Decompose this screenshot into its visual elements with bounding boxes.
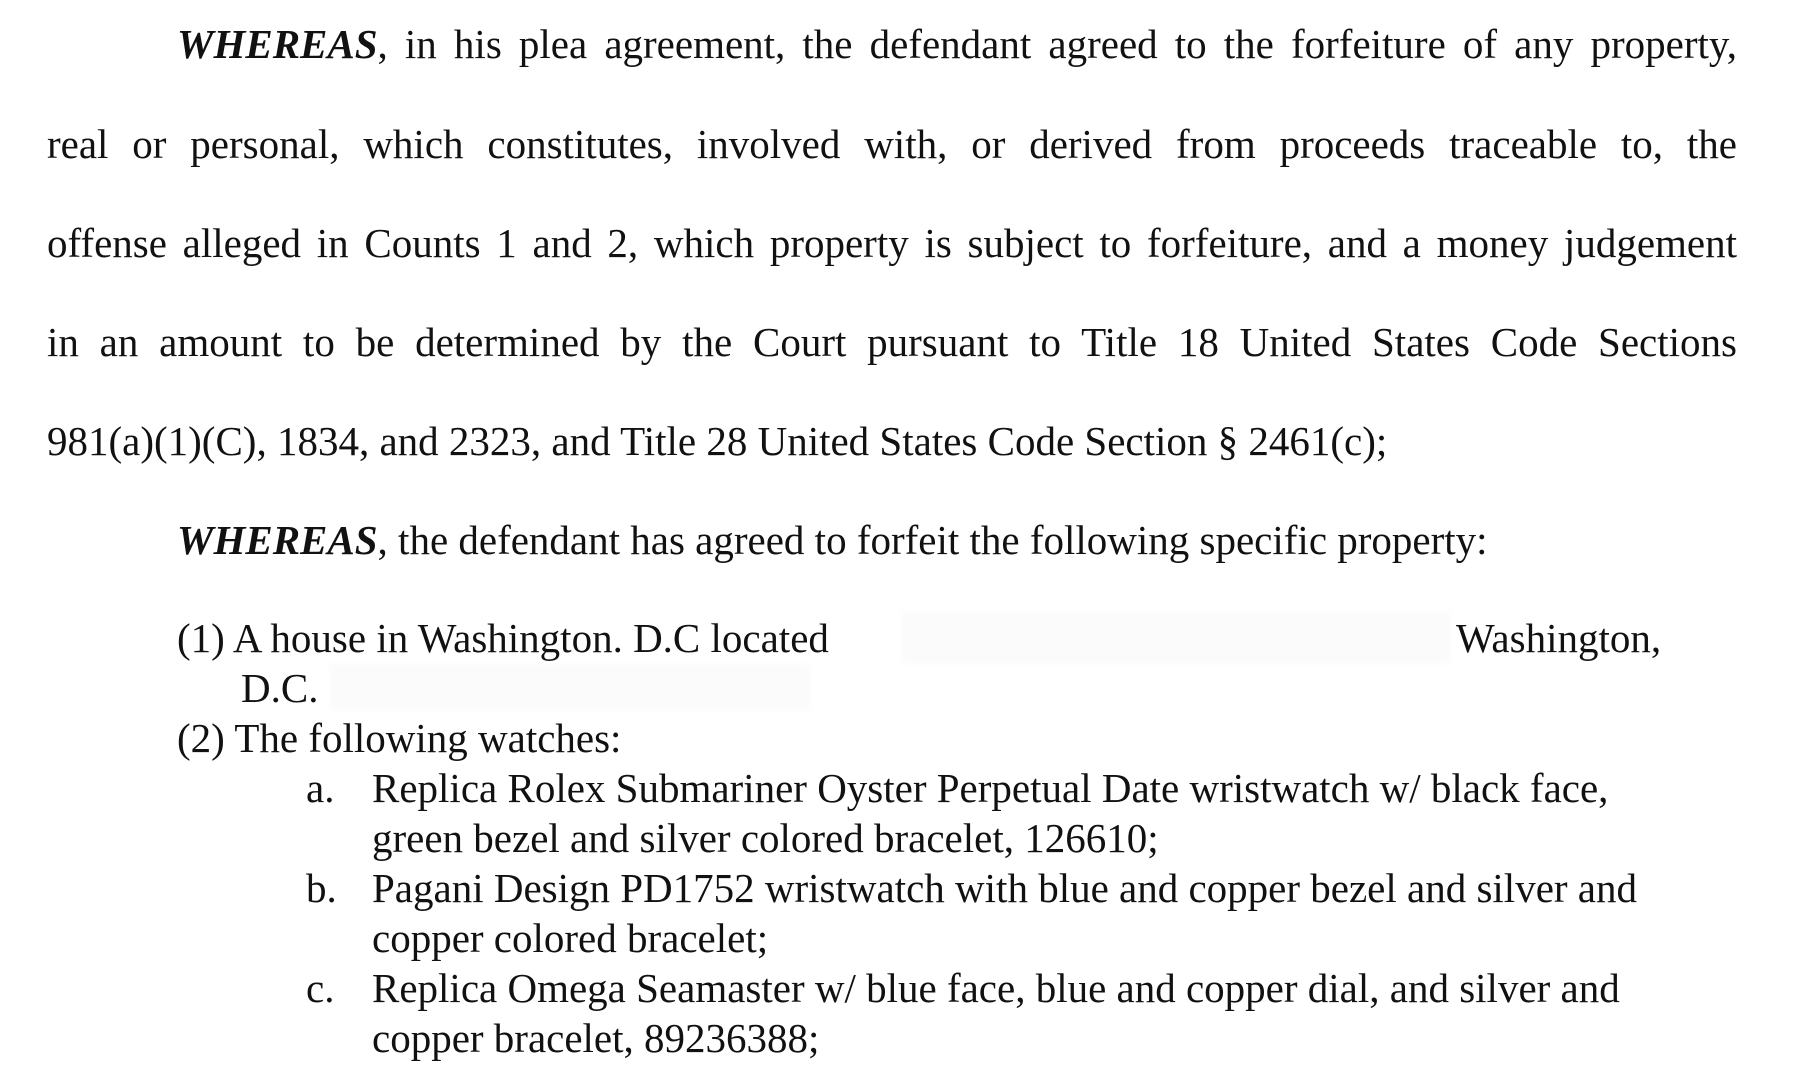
whereas-heading: WHEREAS (177, 517, 378, 563)
paragraph1-line2: real or personal, which constitutes, involved with, or derived from proceeds traceable to, the (47, 121, 1737, 167)
item2-text: The following watches: (234, 715, 622, 761)
redaction-block (902, 612, 1450, 664)
watch-a-line2: green bezel and silver colored bracelet, 126610; (372, 815, 1159, 861)
paragraph2-line (177, 516, 1488, 564)
watch-c-letter: c. (306, 965, 335, 1011)
paragraph1-line3: offense alleged in Counts 1 and 2, which property is subject to forfeiture, and a money judgement (47, 220, 1737, 266)
item1-text: A house in Washington. D.C located (232, 615, 829, 661)
paragraph2-text: , the defendant has agreed to forfeit the following specific property: (377, 517, 1488, 563)
item2-line (177, 714, 621, 762)
watch-c-line1: Replica Omega Seamaster w/ blue face, blue and copper dial, and silver and (372, 965, 1620, 1011)
item1-line2: D.C. (241, 665, 319, 711)
watch-b-letter: b. (306, 865, 337, 911)
watch-a-letter: a. (306, 765, 335, 811)
paragraph1-line1-text: , in his plea agreement, the defendant agreed to the forfeiture of any property, (377, 21, 1737, 67)
watch-c-line2: copper bracelet, 89236388; (372, 1015, 820, 1061)
paragraph1-line4: in an amount to be determined by the Court pursuant to Title 18 United States Code Sections (47, 319, 1737, 365)
watch-b-line1: Pagani Design PD1752 wristwatch with blue and copper bezel and silver and (372, 865, 1637, 911)
watch-b-line2: copper colored bracelet; (372, 915, 769, 961)
item1-number: (1) (177, 615, 225, 661)
item2-number: (2) (177, 715, 225, 761)
item1-line1 (177, 614, 829, 662)
watch-a-line1: Replica Rolex Submariner Oyster Perpetual Date wristwatch w/ black face, (372, 765, 1609, 811)
paragraph1-line5: 981(a)(1)(C), 1834, and 2323, and Title 28 United States Code Section § 2461(c); (47, 418, 1388, 464)
redaction-block (330, 664, 810, 710)
whereas-heading: WHEREAS (177, 21, 378, 67)
paragraph1-line1 (177, 20, 1737, 68)
item1-city: Washington, (1456, 615, 1662, 661)
